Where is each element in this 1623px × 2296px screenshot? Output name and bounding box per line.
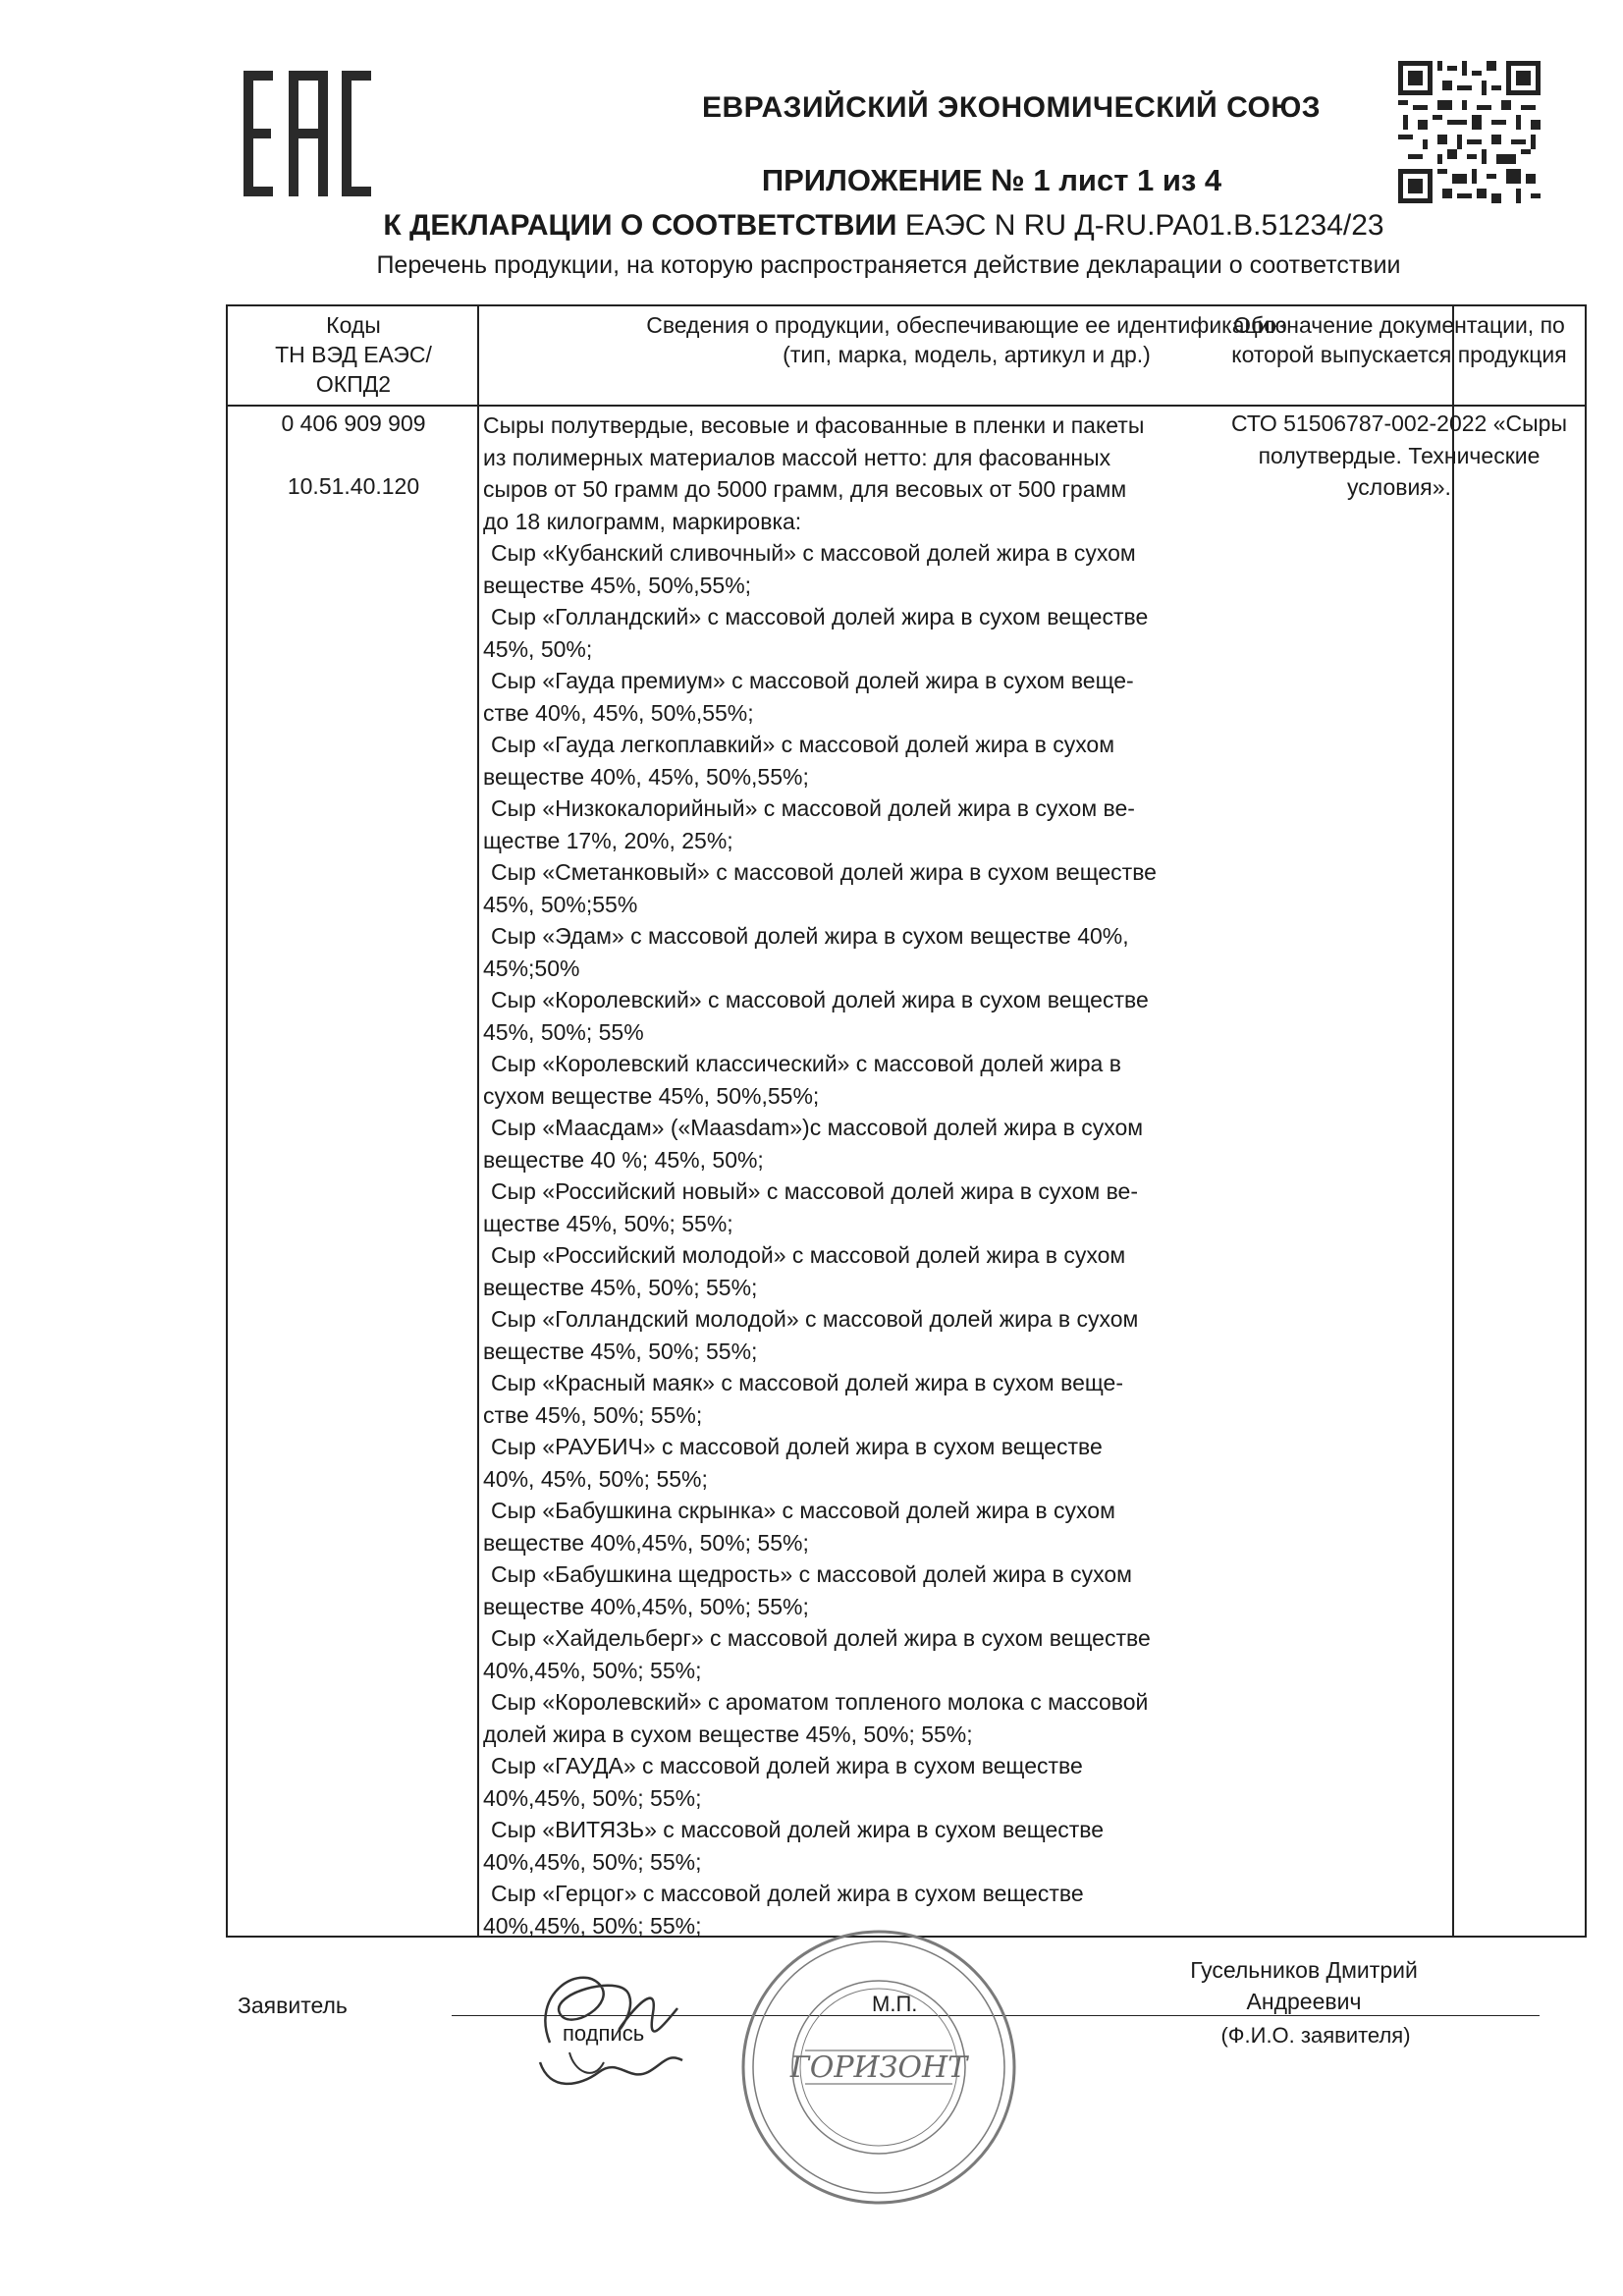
product-item-continuation: веществе 45%, 50%; 55%; [483, 1338, 758, 1364]
product-item-line: Сыр «ВИТЯЗЬ» с массовой долей жира в сухом веществе [491, 1817, 1105, 1842]
header-codes-line: ОКПД2 [315, 371, 392, 397]
product-item [483, 1558, 1455, 1622]
product-item-line: Сыр «Эдам» с массовой долей жира в сухом веществе 40%, [491, 923, 1129, 949]
product-item [483, 1048, 1455, 1112]
codes-cell [228, 409, 479, 501]
product-item [483, 793, 1455, 856]
product-item-line: Сыр «Гауда премиум» с массовой долей жира в сухом веще- [491, 668, 1134, 693]
product-item-continuation: веществе 40%, 45%, 50%,55%; [483, 763, 809, 790]
product-item-continuation: 40%,45%, 50%; 55%; [483, 1784, 702, 1811]
product-item-continuation: веществе 40 %; 45%, 50%; [483, 1146, 764, 1173]
sign-label: подпись [563, 2021, 645, 2046]
product-item-line: Сыр «Красный маяк» с массовой долей жира в сухом веще- [491, 1370, 1123, 1395]
product-item-line: Сыр «Бабушкина скрынка» с массовой долей жира в сухом [491, 1498, 1115, 1523]
product-item-continuation: 45%, 50%; 55% [483, 1018, 644, 1045]
product-item [483, 1750, 1455, 1814]
product-item [483, 1431, 1455, 1495]
header-codes-line: ТН ВЭД ЕАЭС/ [275, 342, 432, 367]
eac-logo-icon [243, 71, 371, 196]
product-item-continuation: веществе 45%, 50%,55%; [483, 572, 752, 598]
table-header-divider [228, 405, 1585, 407]
product-item-continuation: 45%;50% [483, 955, 580, 981]
product-item-line: Сыр «Российский новый» с массовой долей жира в сухом ве- [491, 1178, 1139, 1204]
standard-line: условия». [1347, 474, 1451, 500]
product-item-line: Сыр «Герцог» с массовой долей жира в сухом веществе [491, 1881, 1084, 1906]
product-item-continuation: долей жира в сухом веществе 45%, 50%; 55%; [483, 1721, 973, 1747]
product-item [483, 537, 1455, 601]
product-item [483, 1622, 1455, 1686]
declaration-number: ЕАЭС N RU Д-RU.РА01.В.51234/23 [904, 209, 1384, 242]
handwritten-signature-icon [511, 1954, 697, 2102]
intro-line: сыров от 50 грамм до 5000 грамм, для весовых от 500 грамм [483, 476, 1127, 502]
product-item [483, 601, 1455, 665]
product-item-line: Сыр «Королевский» с массовой долей жира в сухом веществе [491, 987, 1149, 1012]
header-codes-line: Коды [326, 312, 381, 338]
declaration-title [245, 209, 1522, 243]
product-item-line: Сыр «Низкокалорийный» с массовой долей жира в сухом ве- [491, 795, 1135, 821]
product-item-line: Сыр «Сметанковый» с массовой долей жира в сухом веществе [491, 859, 1157, 885]
product-item-continuation: сухом веществе 45%, 50%,55%; [483, 1082, 820, 1109]
standard-line: полутвердые. Технические [1258, 442, 1541, 468]
product-item-line: Сыр «Маасдам» («Maasdam»)с массовой долей жира в сухом [491, 1115, 1144, 1140]
header-documentation-line: которой выпускается продукция [1231, 342, 1567, 367]
product-item [483, 1303, 1455, 1367]
organization-stamp-icon [736, 1925, 1021, 2210]
union-title: ЕВРАЗИЙСКИЙ ЭКОНОМИЧЕСКИЙ СОЮЗ [701, 91, 1322, 124]
product-item-continuation: ществе 17%, 20%, 25%; [483, 827, 733, 853]
product-item [483, 729, 1455, 793]
header-codes [228, 310, 479, 399]
header-documentation-line: Обозначение документации, по [1233, 312, 1565, 338]
product-item [483, 856, 1455, 920]
stamp-center-text: ГОРИЗОНТ [789, 2050, 968, 2085]
product-item-line: Сыр «Хайдельберг» с массовой долей жира в сухом веществе [491, 1625, 1151, 1651]
header-documentation-text [1214, 310, 1585, 369]
applicant-name-line: Гусельников Дмитрий [1190, 1957, 1418, 1983]
product-item-continuation: стве 45%, 50%; 55%; [483, 1401, 703, 1428]
product-item-line: Сыр «Бабушкина щедрость» с массовой долей жира в сухом [491, 1561, 1132, 1587]
product-item-line: Сыр «Гауда легкоплавкий» с массовой долей жира в сухом [491, 732, 1115, 757]
product-item-continuation: стве 40%, 45%, 50%,55%; [483, 699, 754, 726]
product-item [483, 1814, 1455, 1878]
applicant-name-line: Андреевич [1246, 1989, 1362, 2014]
header-description-line: (тип, марка, модель, артикул и др.) [783, 342, 1151, 367]
product-item-continuation: веществе 40%,45%, 50%; 55%; [483, 1529, 809, 1556]
product-item-line: Сыр «Кубанский сливочный» с массовой долей жира в сухом [491, 540, 1136, 566]
header-description-line: Сведения о продукции, обеспечивающие ее идентификацию [646, 312, 1287, 338]
product-list [483, 537, 1455, 1941]
table-divider [477, 306, 479, 1936]
code-tnved: 0 406 909 909 [281, 410, 426, 436]
product-item [483, 1367, 1455, 1431]
applicant-name [1137, 1954, 1471, 2017]
intro-line: Сыры полутвердые, весовые и фасованные в пленки и пакеты [483, 412, 1145, 438]
product-item-line: Сыр «Голландский молодой» с массовой долей жира в сухом [491, 1306, 1139, 1332]
product-item-continuation: 45%, 50%;55% [483, 891, 638, 917]
mp-label: М.П. [872, 1992, 918, 2016]
products-table [226, 304, 1587, 1938]
product-item [483, 665, 1455, 729]
product-item-line: Сыр «РАУБИЧ» с массовой долей жира в сухом веществе [491, 1434, 1103, 1459]
product-item [483, 1112, 1455, 1175]
description-cell [483, 410, 1455, 1941]
product-item-continuation: веществе 45%, 50%; 55%; [483, 1274, 758, 1300]
code-okpd2: 10.51.40.120 [287, 473, 420, 499]
product-item [483, 1495, 1455, 1558]
standard-cell [1214, 408, 1585, 504]
product-item-line: Сыр «ГАУДА» с массовой долей жира в сухом веществе [491, 1753, 1083, 1778]
product-item-continuation: 40%,45%, 50%; 55%; [483, 1848, 702, 1875]
product-item [483, 1686, 1455, 1750]
product-item-continuation: 40%,45%, 50%; 55%; [483, 1657, 702, 1683]
fio-label: (Ф.И.О. заявителя) [1220, 2023, 1411, 2048]
product-item-continuation: 40%,45%, 50%; 55%; [483, 1912, 702, 1939]
product-item [483, 1175, 1455, 1239]
standard-line: СТО 51506787-002-2022 «Сыры [1231, 410, 1567, 436]
intro-line: из полимерных материалов массой нетто: для фасованных [483, 444, 1111, 470]
appendix-title: ПРИЛОЖЕНИЕ № 1 лист 1 из 4 [761, 163, 1222, 197]
product-item-line: Сыр «Королевский классический» с массовой долей жира в [491, 1051, 1121, 1076]
product-item-continuation: веществе 40%,45%, 50%; 55%; [483, 1593, 809, 1619]
product-item-continuation: ществе 45%, 50%; 55%; [483, 1210, 733, 1236]
product-item-line: Сыр «Российский молодой» с массовой долей жира в сухом [491, 1242, 1126, 1268]
product-item [483, 1239, 1455, 1303]
document-subtitle: Перечень продукции, на которую распространяется действие декларации о соответствии [376, 251, 1401, 279]
product-item-line: Сыр «Королевский» с ароматом топленого молока с массовой [491, 1689, 1149, 1715]
intro-line: до 18 килограмм, маркировка: [483, 508, 802, 534]
product-item-continuation: 40%, 45%, 50%; 55%; [483, 1465, 708, 1492]
product-item-line: Сыр «Голландский» с массовой долей жира в сухом веществе [491, 604, 1149, 629]
product-item [483, 984, 1455, 1048]
product-item [483, 920, 1455, 984]
applicant-label: Заявитель [238, 1993, 348, 2018]
declaration-prefix: К ДЕКЛАРАЦИИ О СООТВЕТСТВИИ [383, 209, 897, 242]
product-item-continuation: 45%, 50%; [483, 635, 593, 662]
